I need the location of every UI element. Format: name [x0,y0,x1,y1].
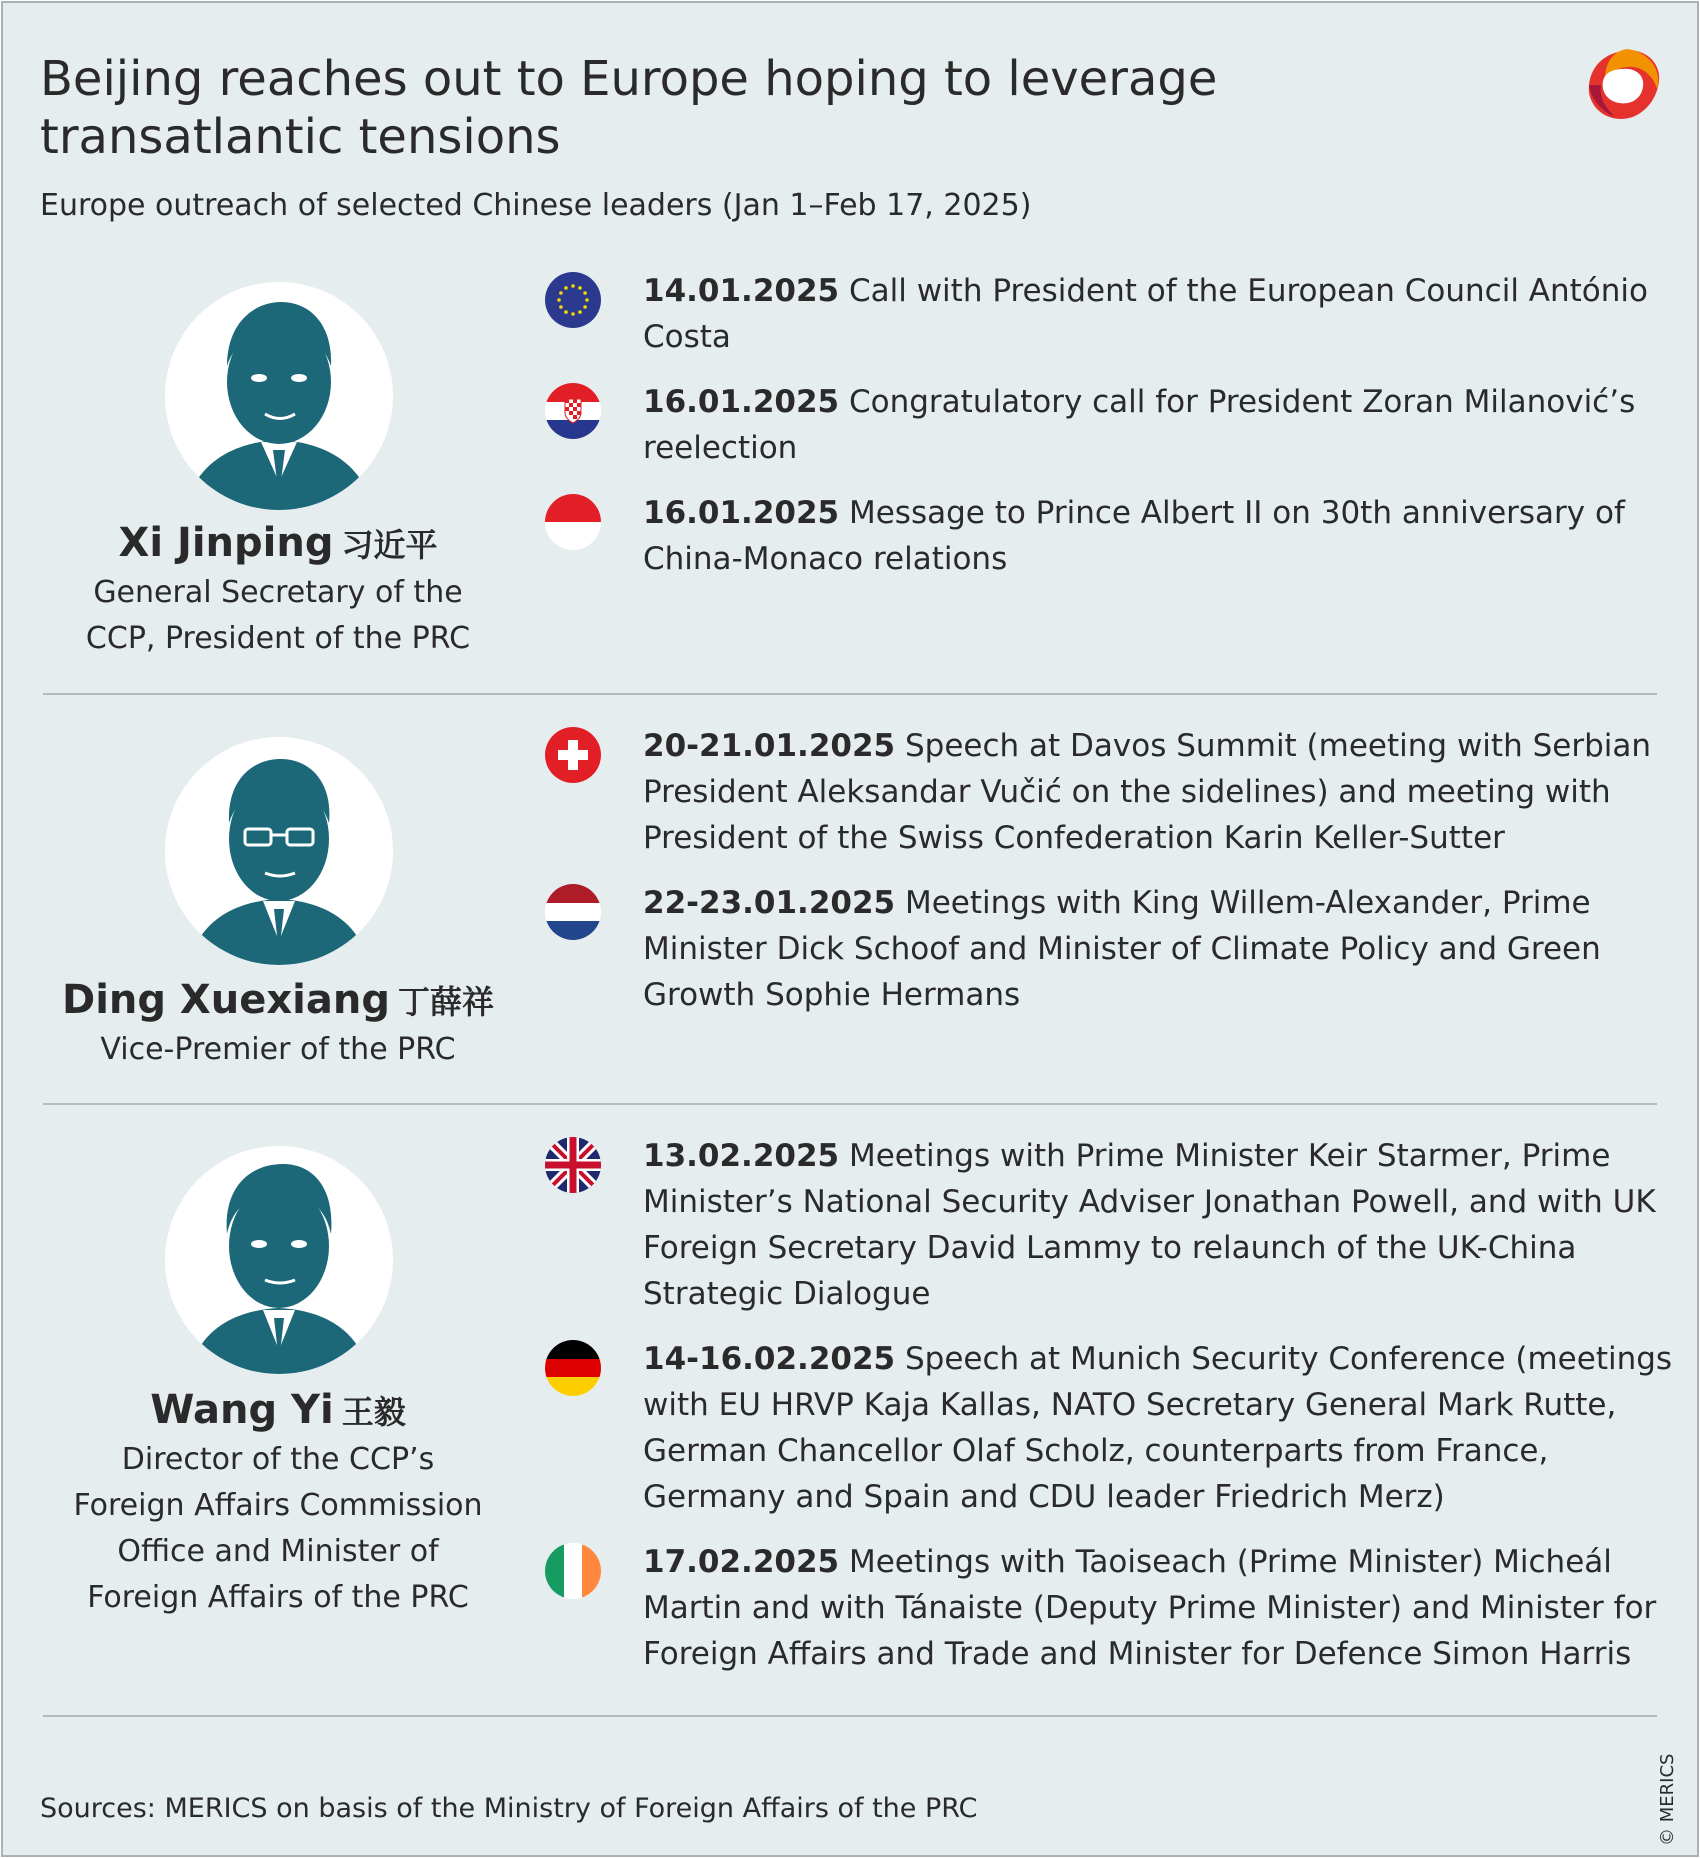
event-item [545,884,1683,1018]
section-divider [43,1715,1657,1717]
event-text: 22-23.01.2025 Meetings with King Willem-Alexander, Prime Minister Dick Schoof and Minister of Climate Policy and Green Growth Sophie Hermans [643,885,1601,1013]
copyright-note: © MERICS [1657,1753,1678,1846]
event-item [545,272,1683,360]
event-text: 13.02.2025 Meetings with Prime Minister Keir Starmer, Prime Minister’s National Security Adviser Jonathan Powell, and with UK Foreign Secretary David Lammy to relaunch of the UK-China Strategic Dialogue [643,1138,1656,1312]
monaco-flag-icon [545,494,601,550]
event-item [545,494,1683,582]
switzerland-flag-icon [545,727,601,783]
event-text: 20-21.01.2025 Speech at Davos Summit (meeting with Serbian President Aleksandar Vučić on the sidelines) and meeting with President of the Swiss Confederation Karin Keller-Sutter [643,728,1651,856]
netherlands-flag-icon [545,884,601,940]
leader-ding-xuexiang [38,975,518,1073]
leader-role: Director of the CCP’s Foreign Affairs Commission Office and Minister of Foreign Affairs of the PRC [73,1442,483,1615]
event-text: 16.01.2025 Congratulatory call for President Zoran Milanović’s reelection [643,384,1636,466]
portrait-wang-yi [165,1146,393,1374]
section-divider [43,693,1657,695]
portrait-xi-jinping [165,282,393,510]
event-text: 14.01.2025 Call with President of the European Council António Costa [643,273,1648,355]
page-title: Beijing reaches out to Europe hoping to leverage transatlantic tensions [40,51,1218,165]
portrait-ding-xuexiang [165,737,393,965]
event-text: 16.01.2025 Message to Prince Albert II on 30th anniversary of China-Monaco relations [643,495,1625,577]
page-subtitle: Europe outreach of selected Chinese leaders (Jan 1–Feb 17, 2025) [40,188,1032,223]
croatia-flag-icon [545,383,601,439]
ireland-flag-icon [545,1543,601,1599]
leader-xi-jinping [38,518,518,662]
eu-flag-icon [545,272,601,328]
event-text: 14-16.02.2025 Speech at Munich Security Conference (meetings with EU HRVP Kaja Kallas, NATO Secretary General Mark Rutte, German Chancellor Olaf Scholz, counterparts from France, Germany and Spain and CDU leader Friedrich Merz) [643,1341,1673,1515]
leader-name: Xi Jinping 习近平 [118,520,438,566]
merics-logo-icon [1583,45,1663,125]
section-divider [43,1103,1657,1105]
event-item [545,727,1683,861]
leader-wang-yi [38,1385,518,1621]
leader-role: General Secretary of the CCP, President of the PRC [85,575,471,656]
event-item [545,1340,1683,1520]
leader-name: Wang Yi 王毅 [150,1387,406,1433]
sources-note: Sources: MERICS on basis of the Ministry of Foreign Affairs of the PRC [40,1793,978,1824]
event-item [545,383,1683,471]
leader-name: Ding Xuexiang 丁薛祥 [61,977,495,1023]
uk-flag-icon [545,1137,601,1193]
leader-role: Vice-Premier of the PRC [100,1032,456,1067]
event-item [545,1137,1683,1317]
germany-flag-icon [545,1340,601,1396]
event-text: 17.02.2025 Meetings with Taoiseach (Prime Minister) Micheál Martin and with Tánaiste (Deputy Prime Minister) and Minister for Foreign Affairs and Trade and Minister for Defence Simon Harris [643,1544,1657,1672]
event-item [545,1543,1683,1677]
